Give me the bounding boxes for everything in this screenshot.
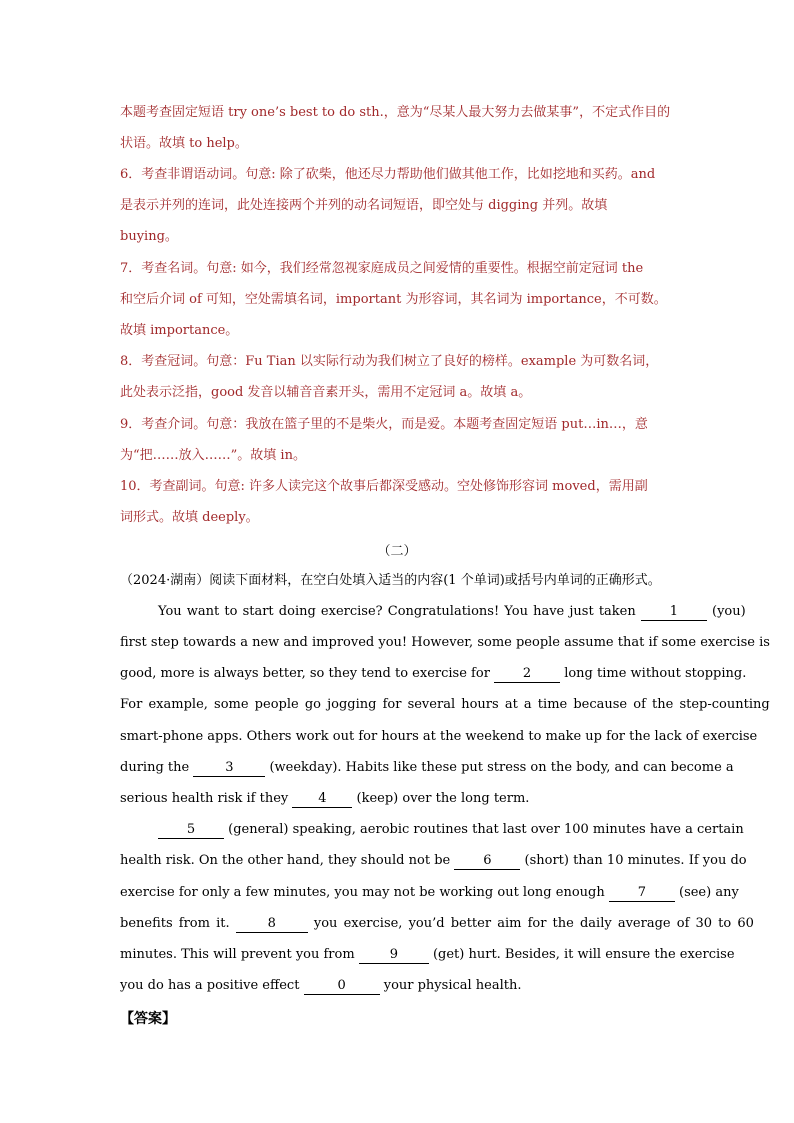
- answer-line: 此处表示泛指，good 发音以辅音音素开头，需用不定冠词 a。故填 a。: [120, 385, 532, 400]
- passage-line: benefits from it. 8 you exercise, you’d better aim for the daily average of 30 to 60: [120, 916, 754, 931]
- answer-line: 8．考查冠词。句意：Fu Tian 以实际行动为我们树立了良好的榜样。example 为可数名词，: [120, 354, 659, 369]
- answer-line: 6．考查非谓语动词。句意: 除了砍柴，他还尽力帮助他们做其他工作，比如挖地和买药。and: [120, 167, 656, 182]
- passage-line: 5 (general) speaking, aerobic routines that last over 100 minutes have a certain: [158, 820, 676, 840]
- passage-line: For example, some people go jogging for several hours at a time because of the step-counting: [120, 697, 770, 712]
- passage-line: you do has a positive effect 0 your physical health.: [120, 978, 522, 993]
- blank-8: 8: [236, 916, 308, 933]
- blank-5: 5: [158, 822, 224, 839]
- answer-line: 词形式。故填 deeply。: [120, 510, 259, 525]
- blank-3: 3: [193, 760, 265, 777]
- section-title: （二）: [377, 544, 417, 559]
- answer-line: 9．考查介词。句意：我放在篮子里的不是柴火，而是爱。本题考查固定短语 put…in…，意: [120, 417, 648, 432]
- blank-1: 1: [641, 604, 707, 621]
- passage-line: health risk. On the other hand, they should not be 6 (short) than 10 minutes. If you do: [120, 853, 747, 868]
- instruction: （2024·湖南）阅读下面材料，在空白处填入适当的内容(1 个单词)或括号内单词的正确形式。: [120, 573, 661, 588]
- blank-6: 6: [454, 853, 520, 870]
- answer-line: 为“把……放入……”。故填 in。: [120, 448, 306, 463]
- answer-line: 和空后介词 of 可知，空处需填名词，important 为形容词，其名词为 importance，不可数。: [120, 292, 667, 307]
- passage-line: good, more is always better, so they tend to exercise for 2 long time without stopping.: [120, 666, 747, 681]
- blank-9: 9: [359, 947, 429, 964]
- passage-line: exercise for only a few minutes, you may not be working out long enough 7 (see) any: [120, 885, 739, 900]
- blank-4: 4: [292, 791, 352, 808]
- answer-line: 故填 importance。: [120, 323, 239, 338]
- passage-line: smart-phone apps. Others work out for hours at the weekend to make up for the lack of exercise: [120, 729, 758, 744]
- passage-line: during the 3 (weekday). Habits like these put stress on the body, and can become a: [120, 760, 734, 775]
- blank-7: 7: [609, 885, 675, 902]
- answer-line: 状语。故填 to help。: [120, 136, 248, 151]
- passage-line: serious health risk if they 4 (keep) over the long term.: [120, 791, 530, 806]
- answer-line: 10．考查副词。句意: 许多人读完这个故事后都深受感动。空处修饰形容词 moved，需用副: [120, 479, 648, 494]
- answer-line: 是表示并列的连词，此处连接两个并列的动名词短语，即空处与 digging 并列。故填: [120, 198, 608, 213]
- blank-10: 0: [304, 978, 380, 995]
- answer-line: 本题考查固定短语 try one’s best to do sth.，意为“尽某人最大努力去做某事”，不定式作目的: [120, 105, 671, 120]
- blank-2: 2: [494, 666, 560, 683]
- answer-line: 7．考查名词。句意: 如今，我们经常忽视家庭成员之间爱情的重要性。根据空前定冠词 the: [120, 261, 644, 276]
- answer-line: buying。: [120, 229, 178, 244]
- passage-line: You want to start doing exercise? Congratulations! You have just taken 1 (you): [158, 604, 746, 619]
- passage-line: first step towards a new and improved you! However, some people assume that if some exercise is: [120, 635, 770, 650]
- answer-heading: 【答案】: [120, 1011, 176, 1027]
- passage-line: minutes. This will prevent you from 9 (get) hurt. Besides, it will ensure the exercise: [120, 947, 735, 962]
